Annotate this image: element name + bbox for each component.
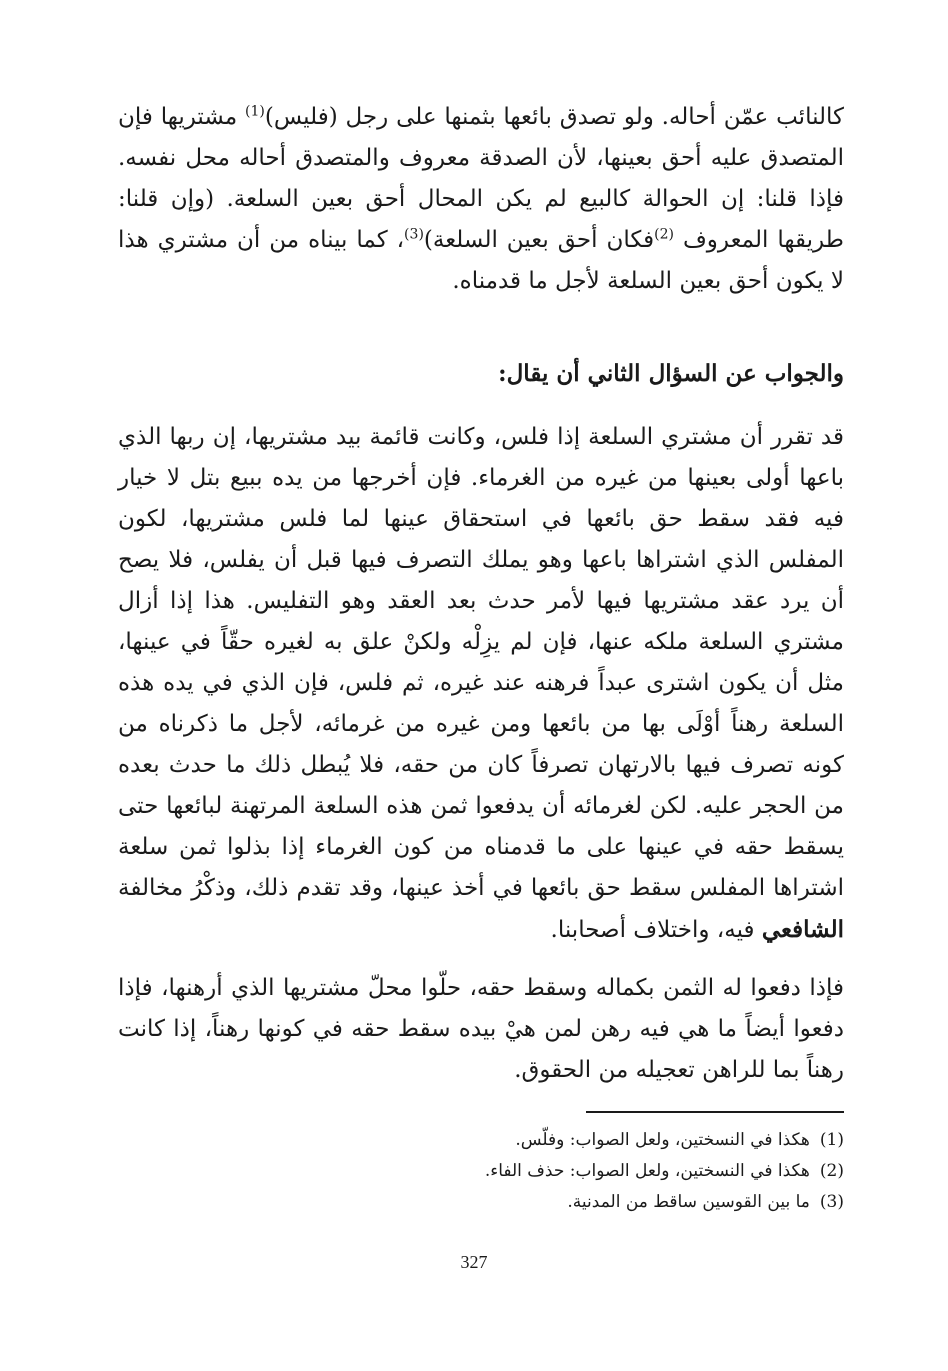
paragraph-3: فإذا دفعوا له الثمن بكماله وسقط حقه، حلّوا محلّ مشتريها الذي أرهنها، فإذا دفعوا أيضاً ما هي فيه رهن لمن هيْ بيده سقط حقه في كونها رهناً، إذا كانت رهناً بما للراهن تعجيله من الحقوق.: [118, 975, 844, 1083]
footnote: [118, 1156, 844, 1187]
paragraph-1-text: مشتريها فإن المتصدق عليه أحق بعينها، لأن الصدقة معروف والمتصدق أحاله محل نفسه. فإذا قلنا: إن الحوالة كالبيع لم يكن المحال أحق بعين السلعة. (وإن قلنا: طريقها المعروف: [118, 104, 844, 253]
paragraph-2-text: فيه، واختلاف أصحابنا.: [550, 917, 762, 943]
footnote-text: هكذا في النسختين، ولعل الصواب: حذف الفاء.: [484, 1161, 810, 1181]
bold-name: الشافعي: [761, 916, 844, 943]
footnote-ref-1: (1): [245, 103, 265, 120]
footnote: [118, 1125, 844, 1156]
footnote: [118, 1187, 844, 1218]
paragraph-2-text: قد تقرر أن مشتري السلعة إذا فلس، وكانت قائمة بيد مشتريها، إن ربها الذي باعها أولى بعينها من غيره من الغرماء. فإن أخرجها من يده ببيع بتل لا خيار فيه فقد سقط حق بائعها في استحقاق عينها لما فلس مشتريها، لكون المفلس الذي اشتراها باعها وهو يملك التصرف فيها قبل أن يفلس، فلا يصح أن يرد عقد مشتريها فيها لأمر حدث بعد العقد وهو التفليس. هذا إذا أزال مشتري السلعة ملكه عنها، فإن لم يزِلْه ولكنْ علق به لغيره حقّاً في عينها، مثل أن يكون اشترى عبداً فرهنه عند غيره، ثم فلس، فإن الذي في يده هذه السلعة رهناً أوْلَى بها من بائعها ومن غيره من غرمائه، لأجل ما ذكرناه من كونه تصرف فيها بالارتهان تصرفاً كان من حقه، فلا يُبطل ذلك ما حدث بعده من الحجر عليه. لكن لغرمائه أن يدفعوا ثمن هذه السلعة المرتهنة لبائعها حتى يسقط حقه في عينها على ما قدمناه من كون الغرماء إذا بذلوا ثمن سلعة اشتراها المفلس سقط حق بائعها في أخذ عينها، وقد تقدم ذلك، وذكْرُ مخالفة: [118, 424, 844, 901]
section-heading: والجواب عن السؤال الثاني أن يقال:: [498, 360, 844, 387]
paragraph-1-text: كالنائب عمّن أحاله. ولو تصدق بائعها بثمنها على رجل (فليس): [264, 104, 844, 130]
paragraph-2: [118, 417, 844, 951]
footnote-number: (2): [819, 1161, 844, 1181]
footnote-number: (1): [819, 1130, 844, 1150]
footnote-ref-2: (2): [654, 226, 674, 243]
paragraph-1: [118, 97, 844, 302]
footnote-number: (3): [819, 1192, 844, 1212]
paragraph-1-text: ، كما بيناه من أن مشتري هذا لا يكون أحق بعين السلعة لأجل ما قدمناه.: [118, 227, 844, 294]
footnote-ref-3: (3): [404, 226, 424, 243]
footnote-divider: [586, 1111, 844, 1113]
footnotes: [118, 1125, 844, 1218]
page-number: 327: [460, 1252, 488, 1272]
footnote-text: ما بين القوسين ساقط من المدنية.: [567, 1192, 810, 1212]
footnote-text: هكذا في النسختين، ولعل الصواب: وفلّس.: [515, 1130, 810, 1150]
paragraph-1-text: فكان أحق بعين السلعة): [423, 227, 655, 253]
